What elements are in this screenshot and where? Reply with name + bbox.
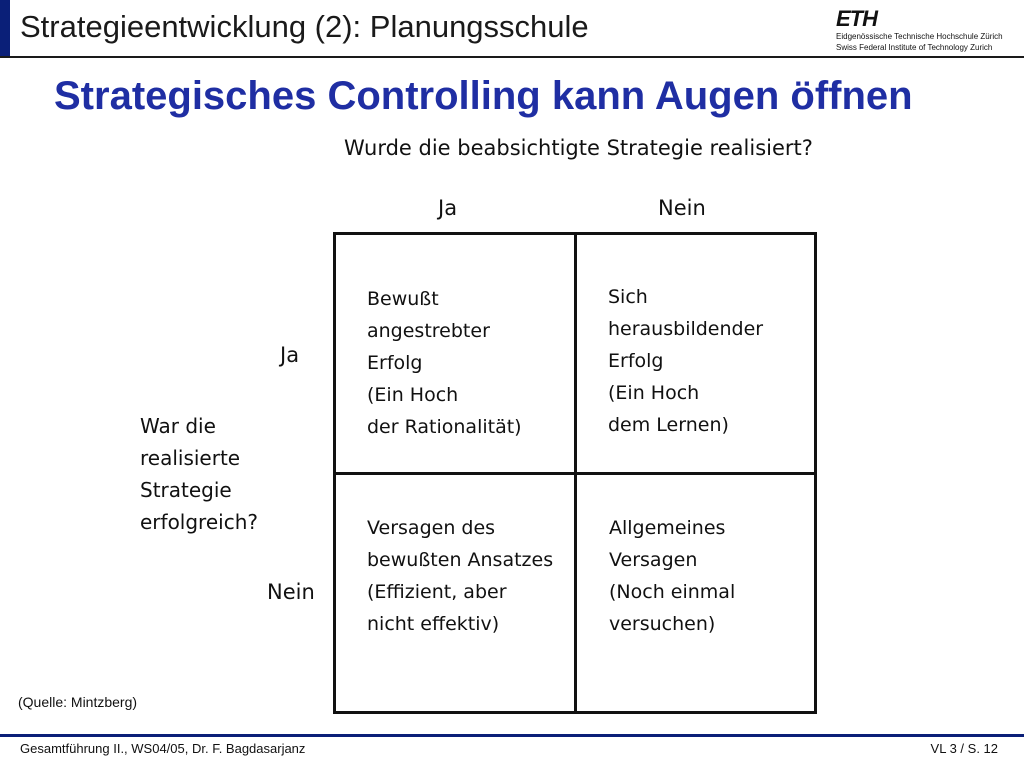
header-title: Strategieentwicklung (2): Planungsschule: [20, 9, 589, 44]
header-bar: [0, 0, 1024, 58]
matrix-question-top: Wurde die beabsichtigte Strategie realisiert?: [344, 136, 813, 160]
header-divider: [0, 56, 1024, 58]
eth-logo-word: ETH: [836, 6, 877, 31]
matrix-cell-bottom-left: Versagen des bewußten Ansatzes (Effizient, aber nicht effektiv): [367, 517, 554, 635]
matrix-column-label-nein: Nein: [658, 196, 706, 220]
footer-divider: [0, 734, 1024, 737]
strategy-matrix: [333, 232, 817, 714]
slide-title: Strategisches Controlling kann Augen öffnen: [54, 74, 913, 118]
matrix-column-label-ja: Ja: [438, 196, 458, 220]
matrix-cell-top-right: Sich herausbildender Erfolg (Ein Hoch dem Lernen): [608, 286, 764, 436]
matrix-row-label-nein: Nein: [267, 580, 315, 604]
matrix-cell-bottom-right: Allgemeines Versagen (Noch einmal versuchen): [609, 517, 736, 635]
matrix-side-question: War die realisierte Strategie erfolgreich?: [140, 414, 258, 534]
eth-logo-line-german: Eidgenössische Technische Hochschule Zürich: [836, 32, 1003, 41]
eth-logo: [836, 6, 1018, 54]
footer-course-info: Gesamtführung II., WS04/05, Dr. F. Bagdasarjanz: [20, 741, 306, 756]
matrix-cell-top-left: Bewußt angestrebter Erfolg (Ein Hoch der Rationalität): [367, 288, 522, 438]
footer-page-number: VL 3 / S. 12: [930, 741, 998, 756]
source-note: (Quelle: Mintzberg): [18, 694, 138, 710]
eth-logo-line-english: Swiss Federal Institute of Technology Zurich: [836, 43, 993, 52]
header-accent-bar: [0, 0, 10, 58]
matrix-horizontal-divider: [336, 472, 814, 475]
matrix-row-label-ja: Ja: [280, 343, 300, 367]
